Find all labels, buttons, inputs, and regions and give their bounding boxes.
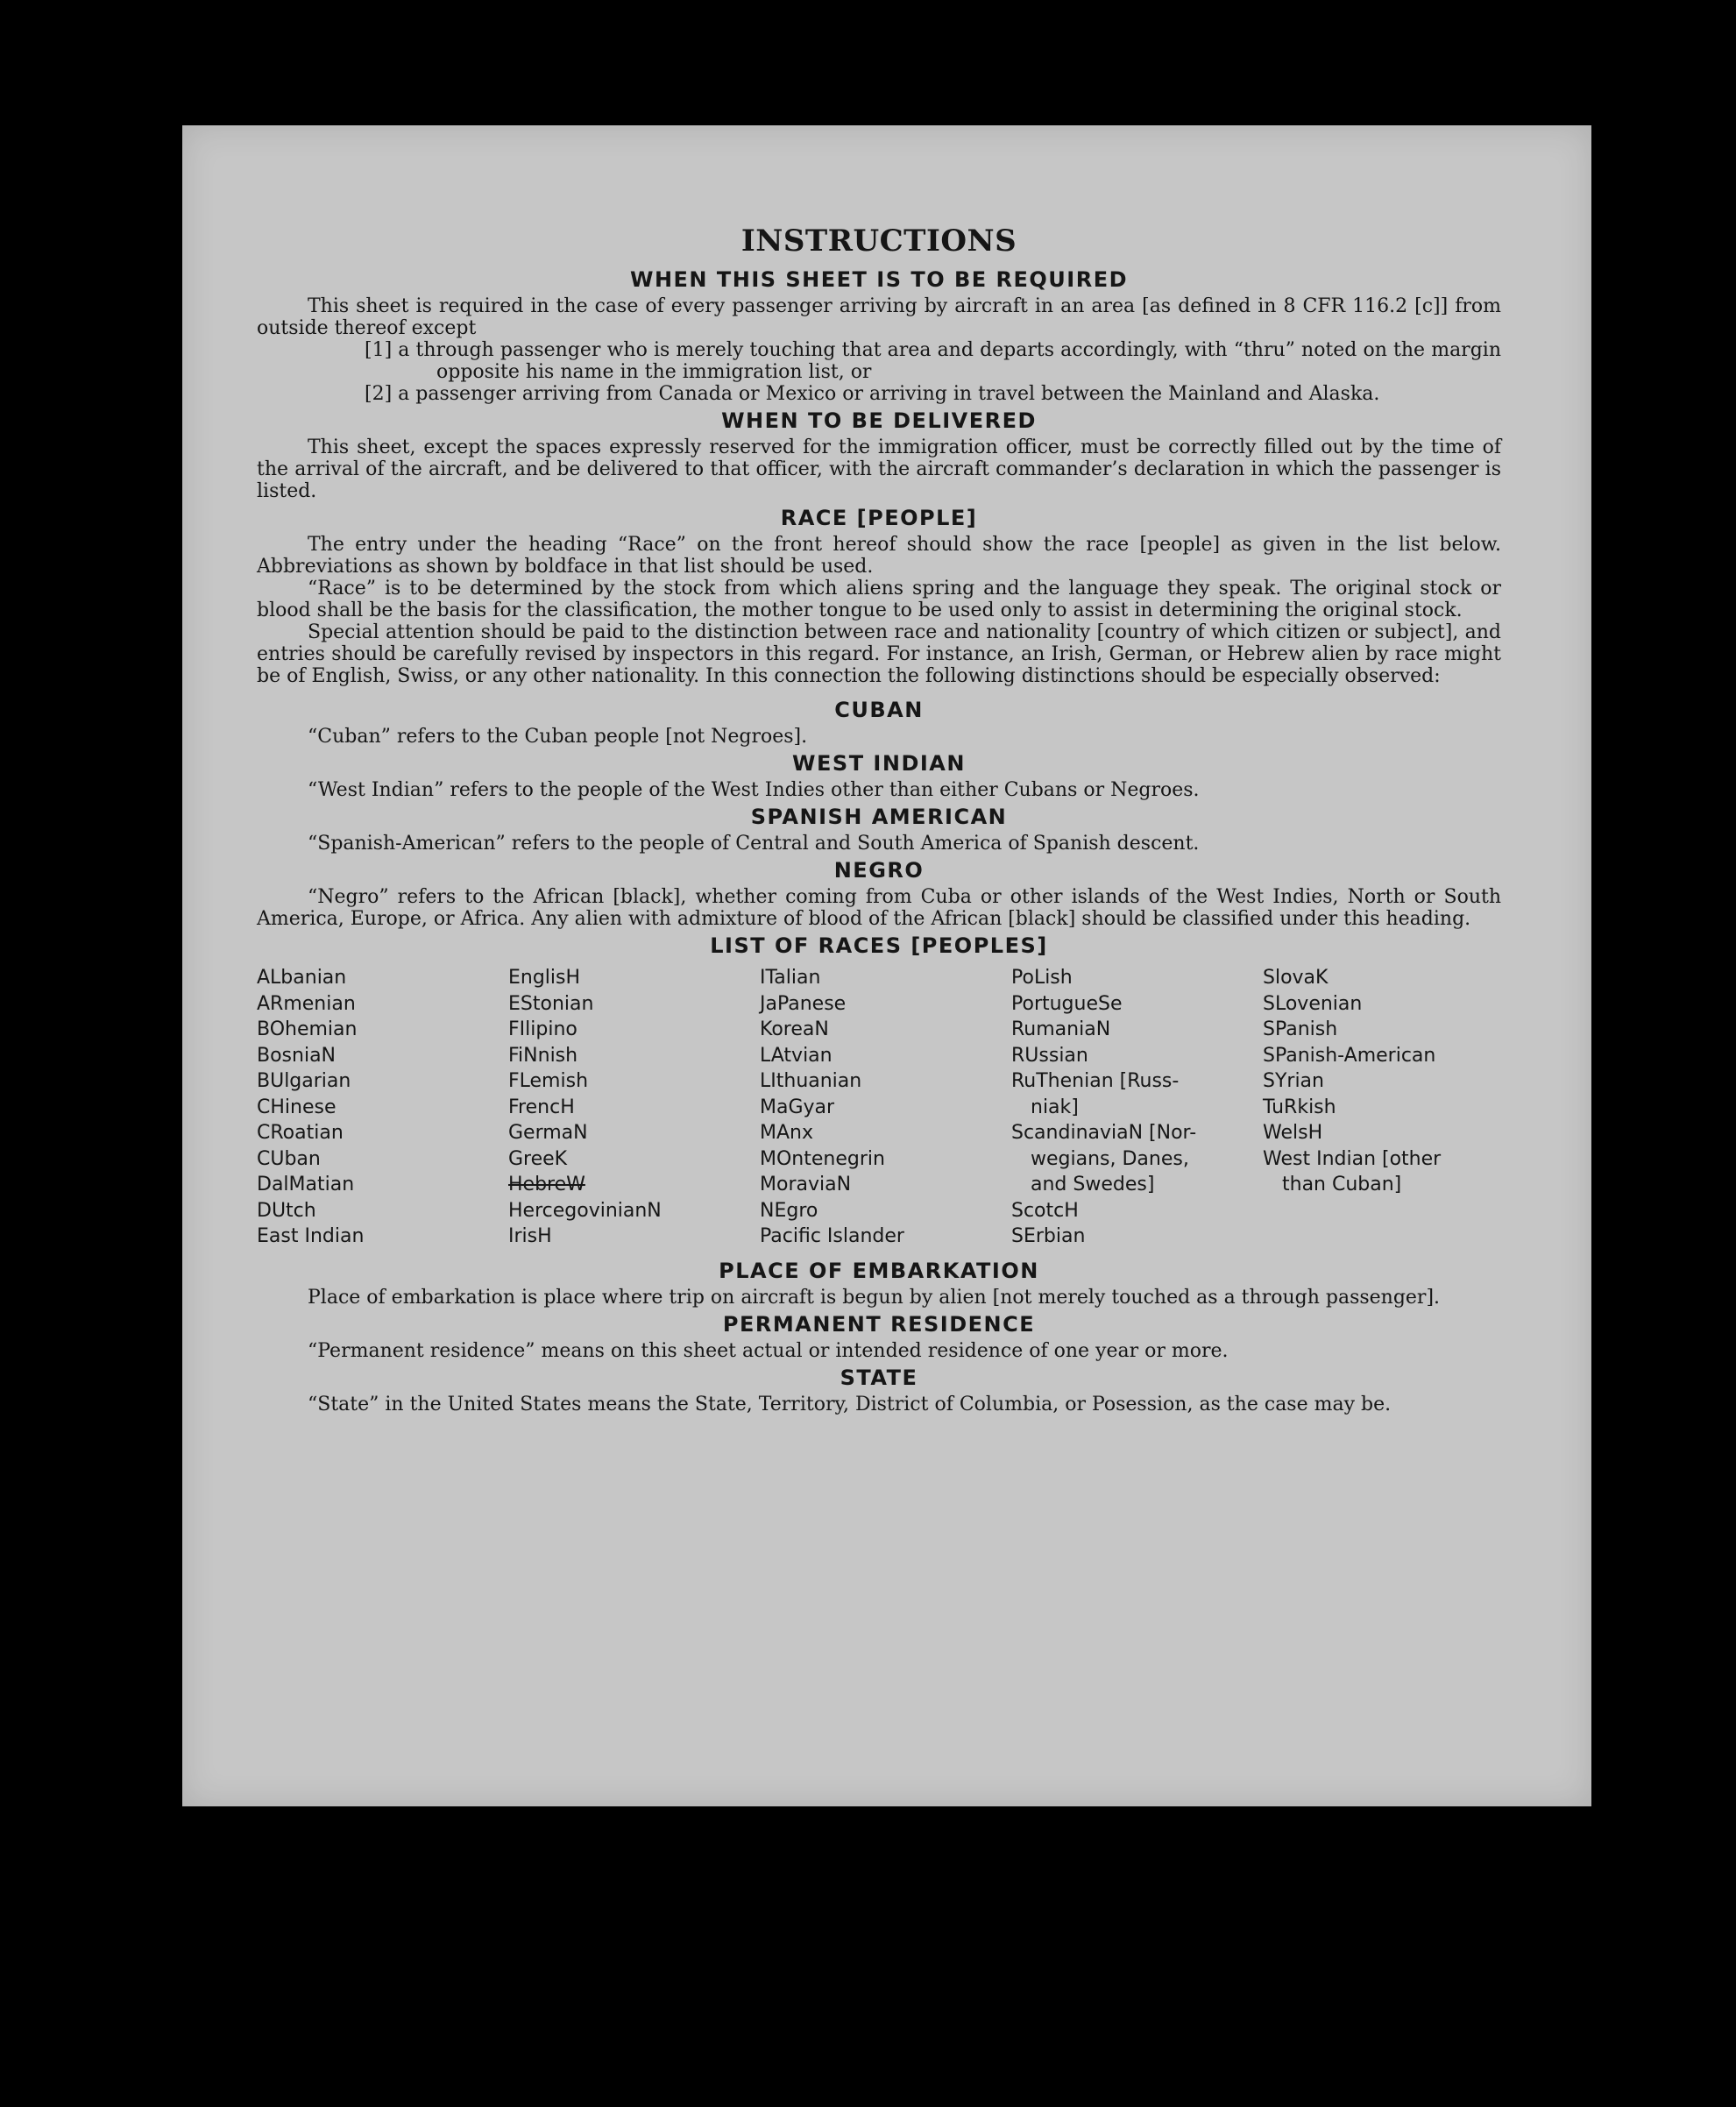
race-entry: DalMatian [257,1174,355,1195]
race-entry: IrisH [508,1225,552,1247]
race-entry: EnglisH [508,967,581,989]
race-entry: TuRkish [1263,1096,1336,1118]
race-entry: FrencH [508,1096,575,1118]
heading-list-of-races: LIST OF RACES [PEOPLES] [710,933,1048,958]
race-entry: East Indian [257,1225,365,1247]
document-sheet [182,125,1591,1806]
race-entry: WelsH [1263,1122,1323,1144]
race-entry: BOhemian [257,1018,358,1040]
west-indian-text: “West Indian” refers to the people of the West Indies other than either Cubans or Negroes. [308,779,1200,801]
heading-race: RACE [PEOPLE] [780,506,978,530]
race-entry: SYrian [1263,1070,1324,1092]
negro-text: “Negro” refers to the African [black], whether coming from Cuba or other islands of the West Indies, North or South America, Europe, or Africa. Any alien with admixture of blood of the African [black] should be classified under this heading. [257,886,1501,930]
race-entry: MoraviaN [760,1174,852,1195]
race-entry: SlovaK [1263,967,1329,989]
state-text: “State” in the United States means the State, Territory, District of Columbia, or Posession, as the case may be. [308,1393,1392,1415]
race-entry: FIlipino [508,1018,577,1040]
race-entry: MOntenegrin [760,1147,885,1170]
race-entry-continued: and Swedes] [1031,1174,1155,1195]
race-entry: BosniaN [257,1044,337,1067]
race-entry: LIthuanian [760,1070,862,1092]
races-column-4 [1011,965,1250,1250]
race-entry: West Indian [other [1263,1147,1442,1170]
required-intro: This sheet is required in the case of every passenger arriving by aircraft in an area [as defined in 8 CFR 116.2 [c]] from outside thereof except [257,295,1501,339]
race-entry: MAnx [760,1122,813,1144]
heading-west-indian: WEST INDIAN [792,751,966,776]
embarkation-text: Place of embarkation is place where trip on aircraft is begun by alien [not merely touched as a through passenger]. [308,1286,1441,1309]
race-entry: GreeK [508,1147,568,1170]
heading-negro: NEGRO [833,858,925,883]
race-entry: BUlgarian [257,1070,351,1092]
races-column-1 [257,965,495,1250]
race-entry: FiNnish [508,1044,578,1067]
race-entry-continued: niak] [1031,1096,1079,1118]
race-entry: FLemish [508,1070,589,1092]
race-entry: SLovenian [1263,992,1363,1015]
race-entry: ScotcH [1011,1199,1079,1222]
race-entry: JaPanese [760,992,847,1015]
heading-when-required: WHEN THIS SHEET IS TO BE REQUIRED [629,267,1129,292]
race-entry: PoLish [1011,967,1073,989]
races-column-3 [760,965,998,1250]
race-entry: LAtvian [760,1044,833,1067]
delivered-text: This sheet, except the spaces expressly reserved for the immigration officer, must be correctly filled out by the time of the arrival of the aircraft, and be delivered to that officer, with the aircraft commander’s declaration in which the passenger is listed. [257,436,1501,502]
race-entry: NEgro [760,1199,818,1222]
required-item-1: [1] a through passenger who is merely touching that area and departs accordingly, with “thru” noted on the margin opposite his name in the immigration list, or [365,339,1501,383]
race-paragraph-1: The entry under the heading “Race” on the front hereof should show the race [people] as given in the list below. Abbreviations as shown by boldface in that list should be used. [257,534,1501,578]
race-entry-struck: HebreW [508,1174,585,1195]
race-entry: DUtch [257,1199,316,1222]
races-column-2 [508,965,747,1250]
heading-spanish-american: SPANISH AMERICAN [750,805,1008,829]
race-entry: HercegovinianN [508,1199,662,1222]
race-entry: ALbanian [257,967,347,989]
race-entry: SPanish [1263,1018,1338,1040]
race-entry: GermaN [508,1122,588,1144]
race-entry: PortugueSe [1011,992,1123,1015]
race-entry-continued: than Cuban] [1282,1174,1402,1195]
required-item-2: [2] a passenger arriving from Canada or Mexico or arriving in travel between the Mainland and Alaska. [365,383,1380,405]
race-entry: CRoatian [257,1122,344,1144]
heading-when-delivered: WHEN TO BE DELIVERED [721,408,1037,433]
race-entry: CUban [257,1147,321,1170]
race-entry: RumaniaN [1011,1018,1111,1040]
spanish-american-text: “Spanish-American” refers to the people of Central and South America of Spanish descent. [308,833,1200,855]
race-entry: Pacific Islander [760,1225,904,1247]
race-entry: EStonian [508,992,594,1015]
residence-text: “Permanent residence” means on this sheet actual or intended residence of one year or more. [308,1339,1229,1362]
instructions-content [257,223,1501,1415]
race-paragraph-2: “Race” is to be determined by the stock from which aliens spring and the language they speak. The original stock or blood shall be the basis for the classification, the mother tongue to be used only to assist in determining the original stock. [257,578,1501,621]
cuban-text: “Cuban” refers to the Cuban people [not Negroes]. [308,726,808,748]
race-entry: CHinese [257,1096,337,1118]
race-entry: RUssian [1011,1044,1088,1067]
race-entry: ARmenian [257,992,356,1015]
race-entry: SErbian [1011,1225,1086,1247]
races-column-5 [1263,965,1501,1250]
race-entry-continued: wegians, Danes, [1031,1147,1189,1170]
heading-permanent-residence: PERMANENT RESIDENCE [722,1311,1036,1337]
race-paragraph-3: Special attention should be paid to the distinction between race and nationality [country of which citizen or subject], and entries should be carefully revised by inspectors in this regard. For instance, an Irish, German, or Hebrew alien by race might be of English, Swiss, or any other nationality. In this connection the following distinctions should be especially observed: [257,621,1501,687]
heading-place-of-embarkation: PLACE OF EMBARKATION [719,1258,1039,1283]
race-entry: KoreaN [760,1018,829,1040]
races-list [257,965,1501,1250]
heading-cuban: CUBAN [834,698,924,722]
race-entry: MaGyar [760,1096,835,1118]
race-entry: ITalian [760,967,821,989]
heading-state: STATE [840,1365,918,1390]
race-entry: ScandinaviaN [Nor- [1011,1122,1197,1144]
race-entry: SPanish-American [1263,1044,1436,1067]
page-title: INSTRUCTIONS [740,223,1017,259]
race-entry: RuThenian [Russ- [1011,1070,1180,1092]
